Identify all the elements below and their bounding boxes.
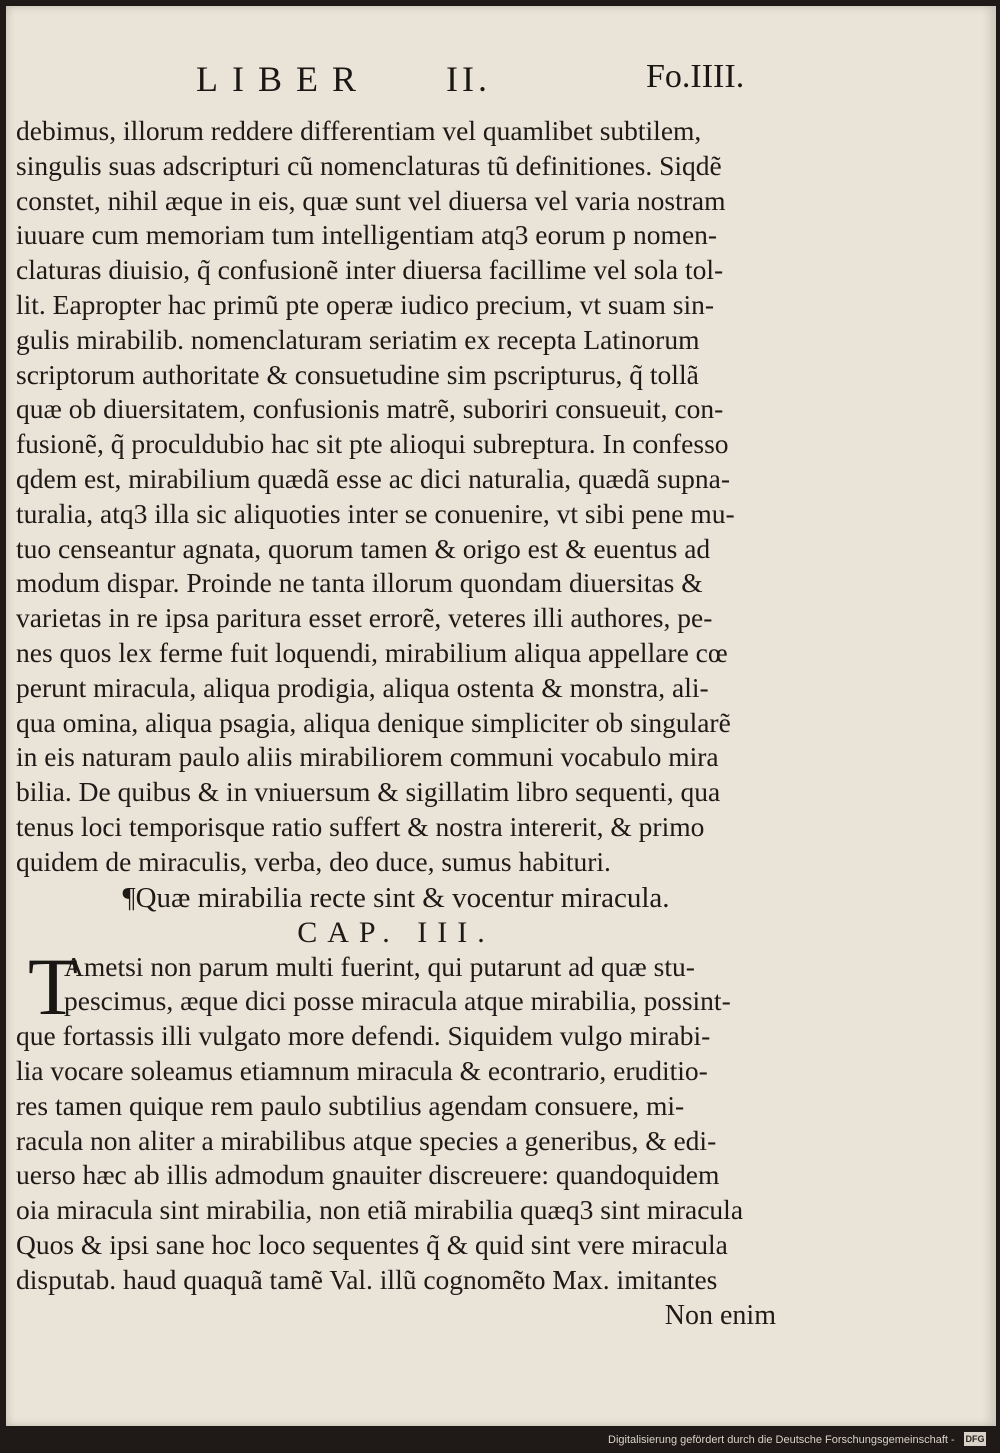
text-line: perunt miracula, aliqua prodigia, aliqua ostenta & monstra, ali- (16, 671, 709, 703)
chapter-body (16, 940, 776, 1298)
running-head (6, 58, 996, 108)
text-line: varietas in re ipsa paritura esset errorẽ, veteres illi authores, pe- (16, 602, 713, 634)
text-line: tuo censeantur agnata, quorum tamen & origo est & euentus ad (16, 532, 711, 564)
text-line: debimus, illorum reddere differentiam vel quamlibet subtilem, (16, 115, 702, 146)
text-line: nes quos lex ferme fuit loquendi, mirabilium aliqua appellare cœ (16, 636, 728, 668)
text-line: bilia. De quibus & in vniuersum & sigillatim libro sequenti, qua (16, 776, 721, 808)
chapter-label: CAP. III. (297, 915, 495, 949)
digitization-credit: Digitalisierung gefördert durch die Deutsche Forschungsgemeinschaft - (608, 1434, 955, 1446)
text-line: iuuare cum memoriam tum intelligentiam atq3 eorum p nomen- (16, 219, 718, 251)
text-line: tenus loci temporisque ratio suffert & nostra intererit, & primo (16, 810, 705, 842)
text-line: in eis naturam paulo aliis mirabiliorem communi vocabulo mira (16, 741, 719, 773)
text-line: modum dispar. Proinde ne tanta illorum quondam diuersitas & (16, 567, 703, 599)
text-line: oia miracula sint mirabilia, non etiã mirabilia quæq3 sint miracula (16, 1194, 744, 1226)
section-heading: ¶Quæ mirabilia recte sint & vocentur miracula. (122, 881, 670, 914)
text-line: quæ ob diuersitatem, confusionis matrẽ, suboriri consueuit, con- (16, 393, 724, 425)
text-block (16, 114, 776, 1334)
running-head-number: II. (446, 59, 491, 99)
drop-cap: T (28, 940, 79, 1032)
text-line: scriptorum authoritate & consuetudine sim pscripturus, q̃ tollã (16, 358, 699, 390)
text-line: Ametsi non parum multi fuerint, qui putarunt ad quæ stu- (64, 950, 695, 982)
paragraph-body (16, 114, 776, 880)
text-line: pescimus, æque dici posse miracula atque mirabilia, possint- (64, 985, 731, 1017)
text-line: res tamen quique rem paulo subtilius agendam consuere, mi- (16, 1089, 685, 1121)
book-page (6, 6, 996, 1426)
text-line: singulis suas adscripturi cũ nomenclaturas tũ definitiones. Siqdẽ (16, 149, 722, 181)
running-head-book: LIBER (196, 59, 370, 99)
text-line: disputab. haud quaquã tamẽ Val. illũ cognomẽto Max. imitantes (16, 1263, 718, 1295)
text-line: Quos & ipsi sane hoc loco sequentes q̃ & quid sint vere miracula (16, 1228, 728, 1260)
text-line: constet, nihil æque in eis, quæ sunt vel diuersa vel varia nostram (16, 184, 726, 216)
text-line: qdem est, mirabilium quædã esse ac dici naturalia, quædã supna- (16, 462, 731, 494)
text-line: lit. Eapropter hac primũ pte operæ iudico precium, vt suam sin- (16, 288, 715, 320)
text-line: fusionẽ, q̃ proculdubio hac sit pte alioqui subreptura. In confesso (16, 428, 729, 460)
text-line: gulis mirabilib. nomenclaturam seriatim ex recepta Latinorum (16, 323, 700, 355)
text-line: racula non aliter a mirabilibus atque species a generibus, & edi- (16, 1124, 717, 1156)
text-line: turalia, atq3 illa sic aliquoties inter se conuenire, vt sibi pene mu- (16, 497, 735, 529)
dfg-logo: DFG (965, 1434, 985, 1444)
text-line: que fortassis illi vulgato more defendi. Siquidem vulgo mirabi- (16, 1020, 711, 1052)
chapter-text (16, 940, 776, 1298)
text-line: qua omina, aliqua psagia, aliqua denique simpliciter ob singularẽ (16, 706, 731, 738)
folio-number: Fo.IIII. (646, 58, 745, 95)
catchword: Non enim (664, 1299, 776, 1331)
text-line: uerso hæc ab illis admodum gnauiter discreuere: quandoquidem (16, 1159, 720, 1191)
text-line: lia vocare soleamus etiamnum miracula & econtrario, eruditio- (16, 1054, 708, 1086)
text-line: claturas diuisio, q̃ confusionẽ inter diuersa facillime vel sola tol- (16, 254, 724, 286)
text-line: quidem de miraculis, verba, deo duce, sumus habituri. (16, 845, 611, 877)
